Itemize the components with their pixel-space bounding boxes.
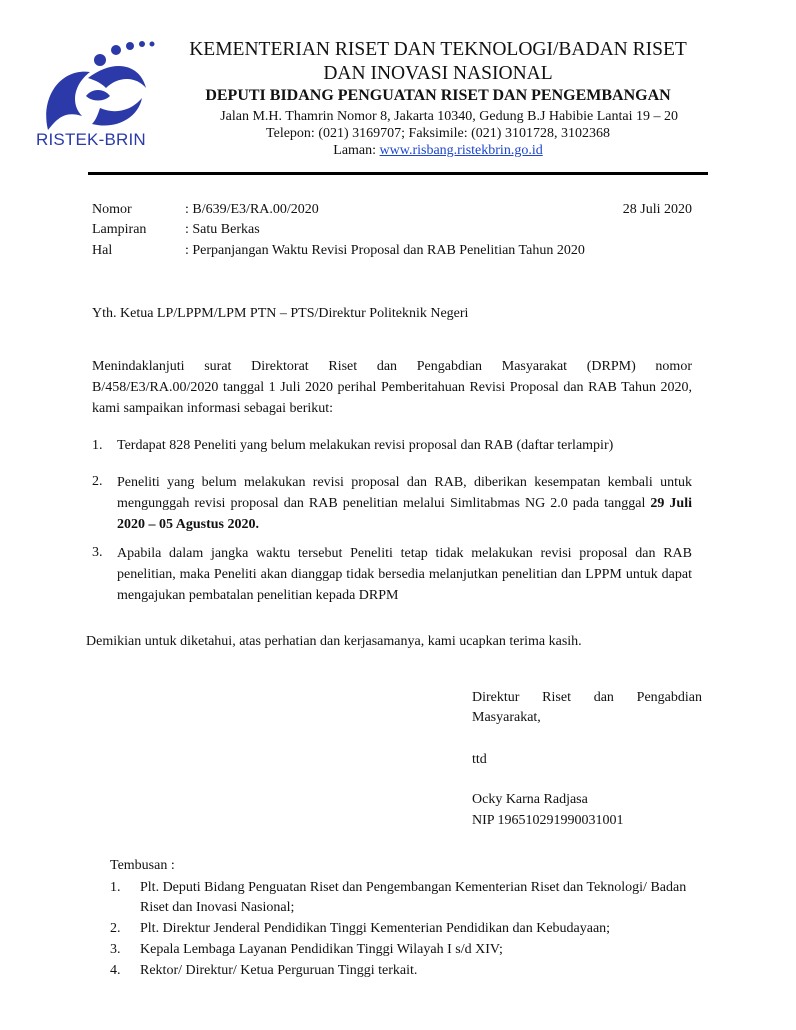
item-2-text-main: Peneliti yang belum melakukan revisi proposal dan RAB, diberikan kesempatan kembali untuk mengunggah revisi proposal dan RAB penelitian melalui Simlitabmas NG 2.0 pada tanggal	[117, 475, 692, 511]
signer-name: Ocky Karna Radjasa	[472, 792, 588, 807]
ministry-name-line1: KEMENTERIAN RISET DAN TEKNOLOGI/BADAN RISET	[189, 39, 687, 60]
cc-item-2-number: 2.	[110, 921, 121, 936]
cc-item-1-text: Plt. Deputi Bidang Penguatan Riset dan Pengembangan Kementerian Riset dan Teknologi/ Badan Riset dan Inovasi Nasional;	[140, 880, 687, 915]
closing-sentence: Demikian untuk diketahui, atas perhatian dan kerjasamanya, kami ucapkan terima kasih.	[86, 634, 582, 649]
hal-label: Hal	[92, 243, 113, 258]
item-2-tail: .	[255, 517, 259, 532]
website-line	[168, 142, 708, 160]
item-3-text: Apabila dalam jangka waktu tersebut Peneliti tetap tidak melakukan revisi proposal dan RAB penelitian, maka Peneliti akan dianggap tidak bersedia melanjutkan penelitian dan LPPM untuk dapat mengajukan pembatalan penelitian kepada DRPM	[117, 546, 692, 603]
website-link[interactable]: www.risbang.ristekbrin.go.id	[379, 143, 543, 158]
cc-item-4-number: 4.	[110, 963, 121, 978]
website-label: Laman:	[333, 143, 377, 158]
item-3-number: 3.	[92, 545, 103, 560]
cc-item-3-number: 3.	[110, 942, 121, 957]
lampiran-label: Lampiran	[92, 222, 147, 237]
letterhead-divider	[88, 172, 708, 175]
signer-nip: NIP 196510291990031001	[472, 813, 624, 828]
cc-item-3-text: Kepala Lembaga Layanan Pendidikan Tinggi Wilayah I s/d XIV;	[140, 942, 503, 957]
address: Jalan M.H. Thamrin Nomor 8, Jakarta 10340, Gedung B.J Habibie Lantai 19 – 20	[220, 109, 678, 124]
ministry-name-line2: DAN INOVASI NASIONAL	[323, 63, 553, 84]
item-1-text: Terdapat 828 Peneliti yang belum melakukan revisi proposal dan RAB (daftar terlampir)	[117, 438, 614, 453]
recipient: Yth. Ketua LP/LPPM/LPM PTN – PTS/Direktur Politeknik Negeri	[92, 306, 469, 321]
nomor-value: : B/639/E3/RA.00/2020	[185, 202, 319, 217]
cc-item-2-text: Plt. Direktur Jenderal Pendidikan Tinggi Kementerian Pendidikan dan Kebudayaan;	[140, 921, 611, 936]
lampiran-value: : Satu Berkas	[185, 222, 260, 237]
logo-swirl-icon	[30, 38, 170, 138]
phone-fax: Telepon: (021) 3169707; Faksimile: (021) 3101728, 3102368	[266, 126, 610, 141]
cc-item-4-text: Rektor/ Direktur/ Ketua Perguruan Tinggi terkait.	[140, 963, 418, 978]
deputy-name: DEPUTI BIDANG PENGUATAN RISET DAN PENGEMBANGAN	[205, 87, 671, 104]
logo-label: RISTEK-BRIN	[36, 130, 146, 149]
intro-paragraph: Menindaklanjuti surat Direktorat Riset dan Pengabdian Masyarakat (DRPM) nomor B/458/E3/RA.00/2020 tanggal 1 Juli 2020 perihal Pemberitahuan Revisi Proposal dan RAB Tahun 2020, kami sampaikan informasi sebagai berikut:	[92, 359, 692, 416]
item-2-text	[117, 472, 692, 535]
signature-ttd: ttd	[472, 752, 487, 767]
nomor-label: Nomor	[92, 202, 132, 217]
cc-item-1-number: 1.	[110, 880, 121, 895]
hal-value: : Perpanjangan Waktu Revisi Proposal dan RAB Penelitian Tahun 2020	[185, 243, 585, 258]
item-1-number: 1.	[92, 438, 103, 453]
signer-title: Direktur Riset dan Pengabdian Masyarakat,	[472, 690, 702, 725]
letter-date: 28 Juli 2020	[622, 202, 692, 217]
cc-heading: Tembusan :	[110, 858, 175, 873]
item-2-deadline: 29 Juli 2020 – 05 Agustus 2020	[117, 496, 692, 532]
item-2-number: 2.	[92, 474, 103, 489]
